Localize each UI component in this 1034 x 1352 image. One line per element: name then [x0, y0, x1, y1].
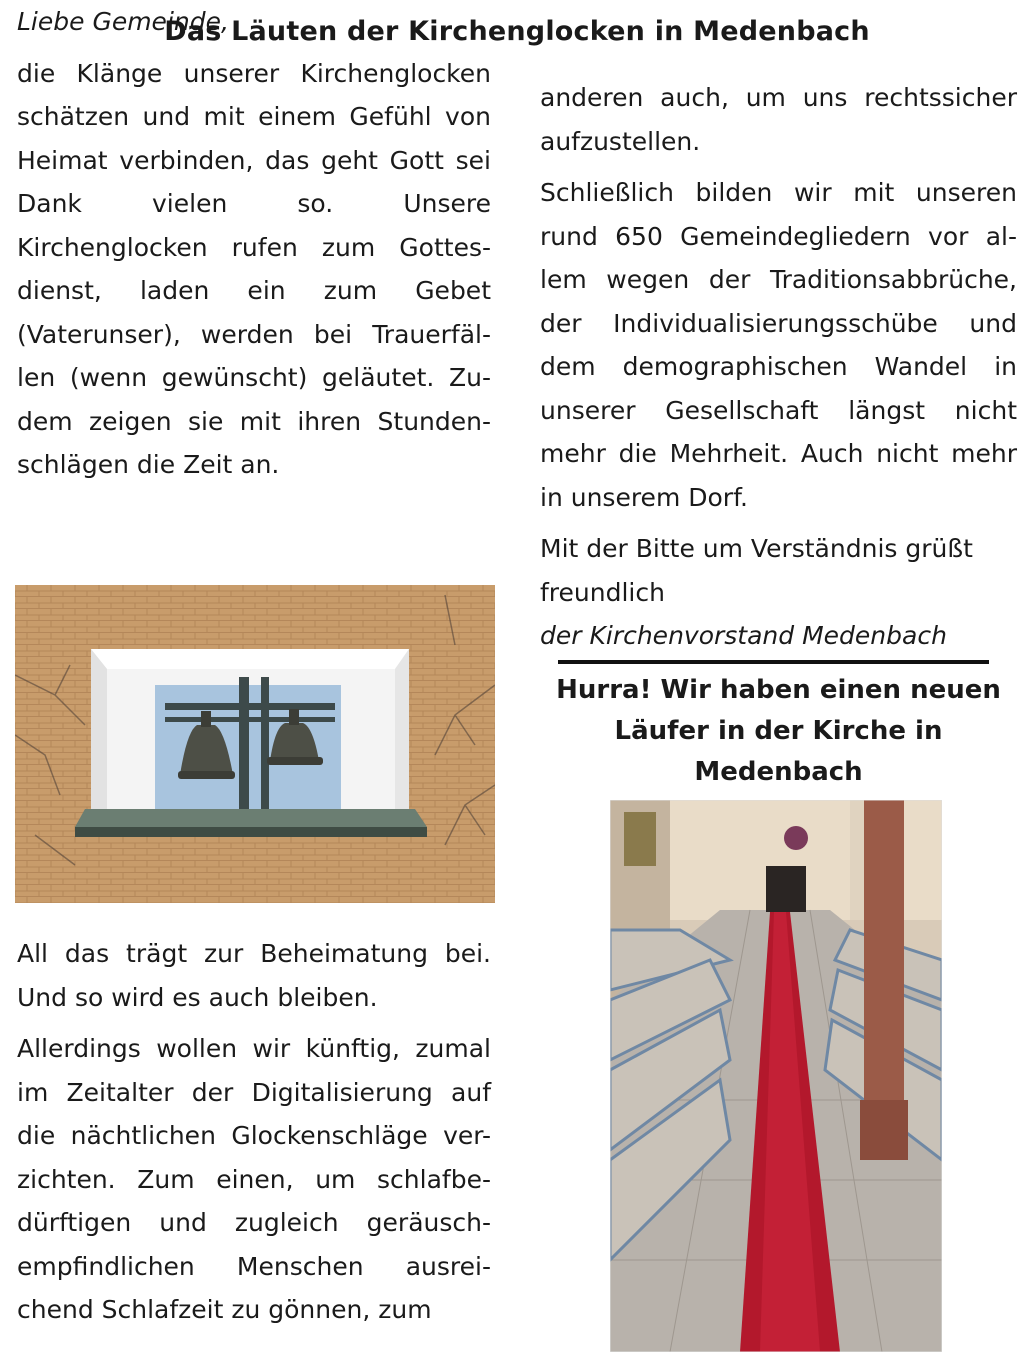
paragraph: Allerdings wollen wir künftig, zumal im Zeitalter der Digitalisierung auf die nächtlichen Glockenschläge ver-zichten. Zum einen, um schlafbe-dürftigen und zugleich geräusch-empfindlichen Menschen ausrei-chend Schlafzeit zu gönnen, zum: [17, 1034, 491, 1324]
paragraph: anderen auch, um uns rechtssicher aufzustellen.: [540, 83, 1017, 156]
church-bells-photo: [15, 585, 495, 903]
signature: der Kirchenvorstand Medenbach: [540, 621, 947, 650]
left-column: [17, 0, 491, 487]
article-title: Hurra! Wir haben einen neuen Läufer in der Kirche in Medenbach: [556, 675, 1001, 787]
left-column-lower: [17, 932, 491, 1332]
greeting: Liebe Gemeinde,: [17, 7, 229, 36]
paragraph: die Klänge unserer Kirchenglocken schätzen und mit einem Gefühl von Heimat verbinden, das geht Gott sei Dank vielen so. Unsere Kirchenglocken rufen zum Gottes-dienst, laden ein zum Gebet (Vaterunser), werden bei Trauerfäl-len (wenn gewünscht) geläutet. Zu-dem zeigen sie mit ihren Stunden-schlägen die Zeit an.: [17, 58, 491, 479]
page-title: Das Läuten der Kirchenglocken in Medenbach: [164, 16, 870, 47]
paragraph: All das trägt zur Beheimatung bei. Und so wird es auch bleiben.: [17, 939, 491, 1012]
right-column: [540, 76, 1017, 658]
church-aisle-photo: [610, 800, 942, 1352]
section-divider: [558, 660, 989, 664]
closing: Mit der Bitte um Verständnis grüßt freundlich: [540, 534, 973, 607]
paragraph: Schließlich bilden wir mit unseren rund 650 Gemeindegliedern vor al-lem wegen der Traditionsabbrüche, der Individualisierungsschübe und dem demographischen Wandel in unserer Gesellschaft längst nicht mehr die Mehrheit. Auch nicht mehr in unserem Dorf.: [540, 178, 1017, 512]
